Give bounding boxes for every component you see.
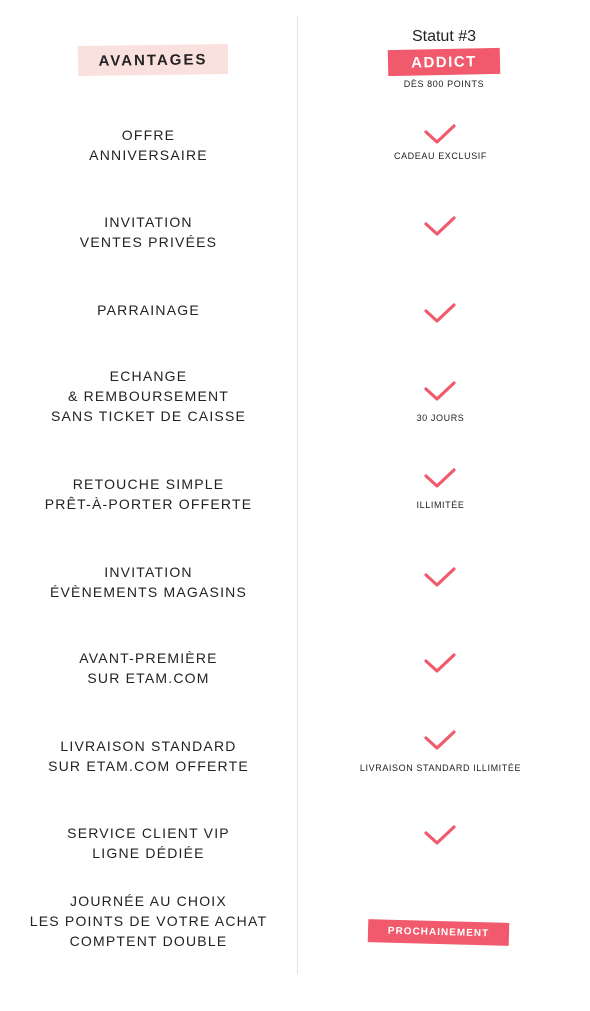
coming-soon-badge — [368, 919, 510, 946]
coming-soon-label: PROCHAINEMENT — [387, 925, 490, 940]
benefit-note: LIVRAISON STANDARD ILLIMITÉE — [359, 763, 522, 773]
tier-threshold: DÈS 800 POINTS — [403, 79, 485, 89]
benefit-label-alterations: RETOUCHE SIMPLE PRÊT-À-PORTER OFFERTE — [44, 476, 253, 512]
checkmark-icon — [423, 729, 457, 753]
benefit-label-store-events: INVITATION ÉVÈNEMENTS MAGASINS — [49, 564, 248, 600]
checkmark-icon — [423, 215, 457, 239]
checkmark-icon — [423, 467, 457, 491]
checkmark-icon — [423, 824, 457, 848]
checkmark-icon — [423, 123, 457, 147]
benefit-label-preview: AVANT-PREMIÈRE SUR ETAM.COM — [79, 650, 218, 686]
benefit-label-referral: PARRAINAGE — [97, 302, 200, 318]
tier-badge — [388, 48, 501, 76]
benefit-label-vip-service: SERVICE CLIENT VIP LIGNE DÉDIÉE — [67, 825, 230, 861]
benefit-label-double-points-day: JOURNÉE AU CHOIX LES POINTS DE VOTRE ACHAT COMPTENT DOUBLE — [29, 893, 268, 949]
tier-name: ADDICT — [410, 52, 477, 72]
benefits-title-highlight — [78, 44, 228, 76]
benefit-label-free-delivery: LIVRAISON STANDARD SUR ETAM.COM OFFERTE — [48, 738, 249, 774]
status-label: Statut #3 — [411, 28, 477, 45]
checkmark-icon — [423, 302, 457, 326]
benefit-note: CADEAU EXCLUSIF — [393, 151, 488, 161]
checkmark-icon — [423, 652, 457, 676]
benefit-label-exchange-refund: ECHANGE & REMBOURSEMENT SANS TICKET DE CAISSE — [50, 368, 247, 424]
benefit-label-private-sales: INVITATION VENTES PRIVÉES — [79, 214, 218, 250]
benefit-note: ILLIMITÉE — [416, 500, 465, 510]
checkmark-icon — [423, 566, 457, 590]
benefit-note: 30 JOURS — [416, 413, 465, 423]
benefit-label-birthday-offer: OFFRE ANNIVERSAIRE — [89, 127, 208, 163]
benefits-title: AVANTAGES — [98, 50, 208, 70]
checkmark-icon — [423, 380, 457, 404]
